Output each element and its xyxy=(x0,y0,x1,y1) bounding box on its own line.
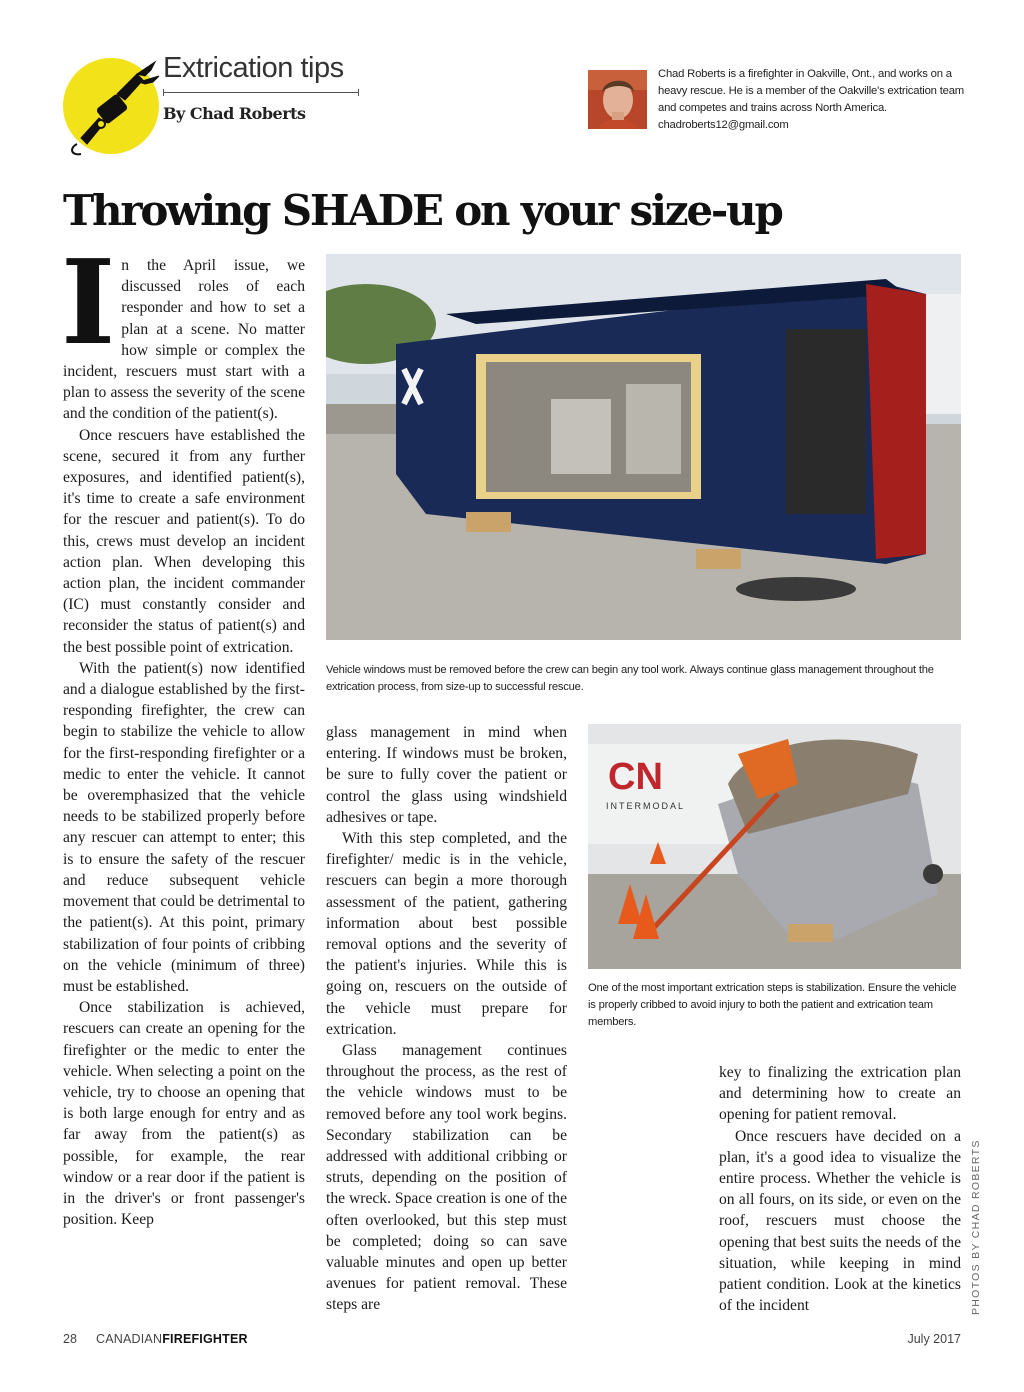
photo-credit: PHOTOS BY CHAD ROBERTS xyxy=(970,1139,982,1315)
department-title: Extrication tips xyxy=(163,52,344,84)
intermodal-text: INTERMODAL xyxy=(606,801,686,811)
paragraph-2: Once rescuers have established the scene, secured it from any further exposures, and identified patient(s), it's time to create a safe environment for the rescuer and patient(s). To do this, crews must develop an incident action plan. When developing this action plan, the incident commander (IC) must constantly consider and reconsider the status of patient(s) and the best possible point of extrication. xyxy=(63,426,305,656)
article-headline: Throwing SHADE on your size-up xyxy=(63,186,782,235)
drop-cap: I xyxy=(61,235,116,371)
photo-vehicle-on-side xyxy=(326,254,961,640)
paragraph-5: glass management in mind when entering. If windows must be broken, be sure to fully cover the patient or control the glass using windshield adhesives or tape. xyxy=(326,724,567,826)
author-photo xyxy=(588,70,647,129)
hydraulic-tool-icon xyxy=(55,52,175,162)
paragraph-8: key to finalizing the extrication plan and determining how to create an opening for patient removal. xyxy=(719,1064,961,1124)
paragraph-4: Once stabilization is achieved, rescuers can create an opening for the firefighter or the medic to enter the vehicle. When selecting a point on the vehicle, try to choose an opening that is both large enough for entry and as far away from the patient(s) as possible, for example, the rear window or a rear door if the patient is in the driver's or front passenger's position. Keep xyxy=(63,999,305,1229)
byline: By Chad Roberts xyxy=(163,104,306,123)
article-column-3 xyxy=(719,1062,961,1316)
page-number: 28 xyxy=(63,1332,77,1346)
article-column-2 xyxy=(326,722,567,1316)
paragraph-3: With the patient(s) now identified and a dialogue established by the first-responding firefighter, the crew can begin to stabilize the vehicle to allow for the first-responding firefighter or a medic to enter the vehicle. It cannot be overemphasized that the vehicle needs to be stabilized properly before any rescuer can attempt to enter; this is to ensure the safety of the rescuer and reduce subsequent vehicle movement that could be detrimental to the patient(s). At this point, primary stabilization of four points of cribbing on the vehicle (minimum of three) must be established. xyxy=(63,659,305,995)
cn-logo-text: CN xyxy=(608,756,663,798)
paragraph-6: With this step completed, and the firefighter/ medic is in the vehicle, rescuers can begin a more thorough assessment of the patient, gathering information about best possible removal options and the severity of the patient's injuries. While this is going on, rescuers on the outside of the vehicle must prepare for extrication. xyxy=(326,830,567,1038)
issue-date: July 2017 xyxy=(907,1332,961,1346)
article-column-1 xyxy=(61,235,305,1230)
photo-1-caption: Vehicle windows must be removed before the crew can begin any tool work. Always continue glass management throughout the extrication process, from size-up to successful rescue. xyxy=(326,664,934,693)
magazine-name: CANADIANFIREFIGHTER xyxy=(96,1332,248,1346)
paragraph-1: In the April issue, we discussed roles of each responder and how to set a plan at a scene. No matter how simple or complex the incident, rescuers must start with a plan to assess the severity of the scene and the condition of the patient(s). xyxy=(61,235,305,423)
photo-2-caption: One of the most important extrication steps is stabilization. Ensure the vehicle is properly cribbed to avoid injury to both the patient and extrication team members. xyxy=(588,982,957,1028)
paragraph-9: Once rescuers have decided on a plan, it's a good idea to visualize the entire process. Whether the vehicle is on all fours, on its side, or even on the roof, rescuers must choose the opening that best suits the needs of the situation, while keeping in mind patient condition. Look at the kinetics of the incident xyxy=(719,1127,961,1315)
title-rule xyxy=(163,92,359,93)
author-bio: Chad Roberts is a firefighter in Oakville, Ont., and works on a heavy rescue. He is a member of the Oakville's extrication team and competes and trains across North America. chadroberts12@gmail.com xyxy=(658,68,965,131)
paragraph-7: Glass management continues throughout the process, as the rest of the vehicle windows must to be removed before any tool work begins. Secondary stabilization can be addressed with additional cribbing or struts, depending on the position of the wreck. Space creation is one of the often overlooked, but this step must be completed; doing so can save valuable minutes and open up better avenues for patient removal. These steps are xyxy=(326,1042,567,1314)
photo-stabilized-vehicle xyxy=(588,724,961,969)
department-logo xyxy=(63,58,159,154)
